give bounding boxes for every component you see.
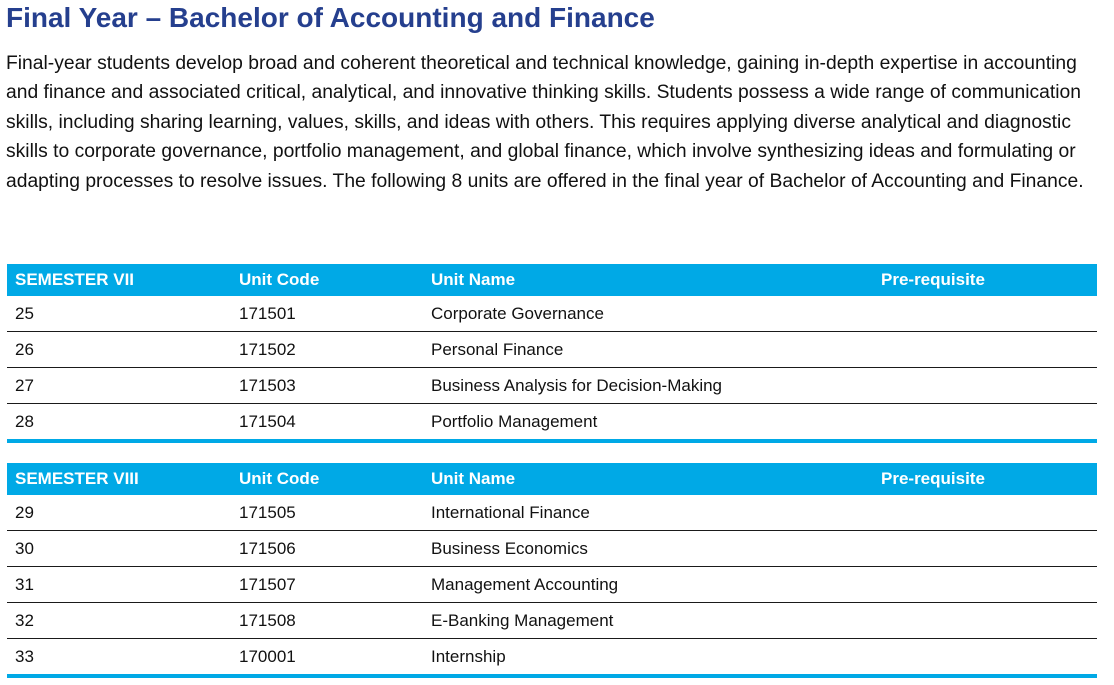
unit-code-cell: 171503 bbox=[231, 368, 423, 404]
unit-code-cell: 171502 bbox=[231, 332, 423, 368]
unit-name-cell: Business Analysis for Decision-Making bbox=[423, 368, 873, 404]
prerequisite-cell bbox=[873, 296, 1097, 332]
prerequisite-cell bbox=[873, 368, 1097, 404]
prerequisite-cell bbox=[873, 404, 1097, 442]
page-title: Final Year – Bachelor of Accounting and Finance bbox=[6, 2, 655, 33]
intro-paragraph: Final-year students develop broad and coherent theoretical and technical knowledge, gaining in-depth expertise in accounting and finance and associated critical, analytical, and innovative thinking skills. Students possess a wide range of communication skills, including sharing learning, values, skills, and ideas with others. This requires applying diverse analytical and diagnostic skills to corporate governance, portfolio management, and global finance, which involve synthesizing ideas and formulating or adapting processes to resolve issues. The following 8 units are offered in the final year of Bachelor of Accounting and Finance. bbox=[6, 53, 1084, 192]
prerequisite-header: Pre-requisite bbox=[881, 270, 985, 289]
prerequisite-cell bbox=[873, 332, 1097, 368]
unit-number-cell: 31 bbox=[7, 567, 231, 603]
unit-name-header: Unit Name bbox=[431, 270, 516, 289]
unit-number-cell: 32 bbox=[7, 603, 231, 639]
unit-code-header: Unit Code bbox=[239, 270, 320, 289]
unit-number-cell: 28 bbox=[7, 404, 231, 442]
prerequisite-cell bbox=[873, 531, 1097, 567]
table-row bbox=[7, 531, 1097, 567]
unit-number-cell: 26 bbox=[7, 332, 231, 368]
unit-number-cell: 27 bbox=[7, 368, 231, 404]
table-header-row bbox=[7, 264, 1097, 296]
unit-code-cell: 171507 bbox=[231, 567, 423, 603]
unit-name-cell: Portfolio Management bbox=[423, 404, 873, 442]
unit-code-cell: 171506 bbox=[231, 531, 423, 567]
unit-name-header: Unit Name bbox=[431, 469, 516, 488]
unit-number-cell: 33 bbox=[7, 639, 231, 677]
unit-code-cell: 171508 bbox=[231, 603, 423, 639]
table-row bbox=[7, 639, 1097, 677]
unit-name-cell: E-Banking Management bbox=[423, 603, 873, 639]
prerequisite-cell bbox=[873, 495, 1097, 531]
prerequisite-header: Pre-requisite bbox=[881, 469, 985, 488]
prerequisite-cell bbox=[873, 639, 1097, 677]
unit-name-cell: Internship bbox=[423, 639, 873, 677]
unit-code-cell: 171504 bbox=[231, 404, 423, 442]
unit-code-header: Unit Code bbox=[239, 469, 320, 488]
unit-code-cell: 171501 bbox=[231, 296, 423, 332]
table-row bbox=[7, 404, 1097, 442]
unit-number-cell: 29 bbox=[7, 495, 231, 531]
table-row bbox=[7, 332, 1097, 368]
prerequisite-cell bbox=[873, 567, 1097, 603]
table-row bbox=[7, 495, 1097, 531]
unit-code-cell: 171505 bbox=[231, 495, 423, 531]
unit-code-cell: 170001 bbox=[231, 639, 423, 677]
unit-number-cell: 30 bbox=[7, 531, 231, 567]
semester-viii-table bbox=[7, 463, 1097, 678]
unit-name-cell: Business Economics bbox=[423, 531, 873, 567]
table-row bbox=[7, 567, 1097, 603]
prerequisite-cell bbox=[873, 603, 1097, 639]
unit-name-cell: Personal Finance bbox=[423, 332, 873, 368]
unit-name-cell: Management Accounting bbox=[423, 567, 873, 603]
table-row bbox=[7, 296, 1097, 332]
semester-vii-table bbox=[7, 264, 1097, 443]
unit-name-cell: International Finance bbox=[423, 495, 873, 531]
semester-header: SEMESTER VIII bbox=[15, 469, 139, 488]
unit-name-cell: Corporate Governance bbox=[423, 296, 873, 332]
unit-number-cell: 25 bbox=[7, 296, 231, 332]
table-row bbox=[7, 368, 1097, 404]
table-header-row bbox=[7, 463, 1097, 495]
semester-header: SEMESTER VII bbox=[15, 270, 135, 289]
table-row bbox=[7, 603, 1097, 639]
